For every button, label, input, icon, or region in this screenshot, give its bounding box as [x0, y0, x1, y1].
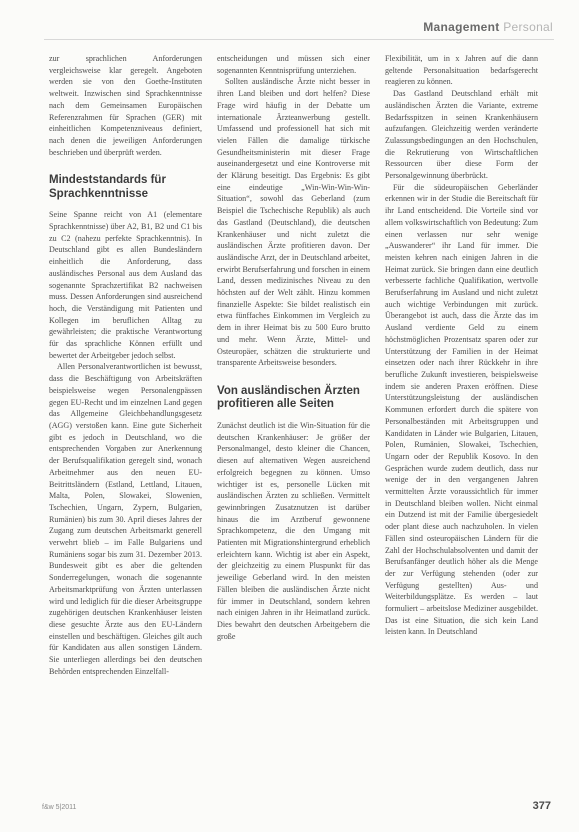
running-header: [423, 20, 553, 34]
paragraph: Flexibilität, um in x Jahren auf die dann geltende Personalsituation bedarfsgerecht reagieren zu können.: [385, 54, 538, 87]
paragraph: Allen Personalverantwortlichen ist bewusst, dass die Beschäftigung von Arbeitskräften beispielsweise wegen Personalengpässen gegen EU-Recht und im einzelnen Land gegen das Allgemeine Gleichbehandlungsgesetz (AGG) verstoßen kann. Eine gute Sicherheit gibt es jedoch in Deutschland, wo die entsprechenden Vorgaben zur Anerkennung der Berufsqualifikation geregelt sind, wonach Arbeitnehmer aus den neuen EU-Beitrittsländern (Estland, Lettland, Litauen, Malta, Polen, Slowakei, Slowenien, Tschechien, Ungarn, Zypern, Bulgarien, Rumänien) bis zum 30. April dieses Jahres der Zugang zum deutschen Arbeitsmarkt generell verwehrt blieb – im Falle Bulgariens und Rumäniens sogar bis zum 31. Dezember 2013. Bundesweit gibt es aber die geltenden Sonderregelungen, wonach die sogenannte Arbeitsmarktprüfung von Ärzten unterlassen wird und lediglich für die dieser Arbeitsgruppe zugehörigen deutschen Krankenhäuser leisten diese gesuchte Ärzte aus den EU-Ländern einstellen und beschäftigen. Gleiches gilt auch für Kandidaten aus allen sonstigen Ländern. Sie unterliegen allerdings bei den deutschen Behörden entsprechenden Einzelfall-: [49, 362, 202, 676]
paragraph: zur sprachlichen Anforderungen vergleichsweise klar geregelt. Angeboten werden sie von den Goethe-Instituten weltweit. Inzwischen sind Sprachkenntnisse nach dem Gemeinsamen Europäischen Referenzrahmen für Sprachen (GER) mit einheitlichen Kompetenzniveaus definiert, nach denen die jeweiligen Anforderungen beschrieben und überprüft werden.: [49, 54, 202, 157]
section-heading: Von ausländischen Ärzten profitieren alle Seiten: [217, 384, 360, 411]
text-column-2: [217, 53, 370, 642]
paragraph: Zunächst deutlich ist die Win-Situation für die deutschen Krankenhäuser: Je größer der Personalmangel, desto kleiner die Chancen, diesen auf alternativen Wegen ausreichend erfolgreich begegnen zu können. Umso wichtiger ist es, personelle Lücken mit ausländischen Ärzten zu schließen. Vermittelt gewinnbringen Zusatznutzen ist darüber hinaus die im Arztberuf gewonnene Sprachkompetenz, die den Umgang mit Patienten mit Migrationshintergrund erheblich erleichtern kann. Wichtig ist aber ein Aspekt, der gleichzeitig zu einem Pluspunkt für das jeweilige Geberland wird. In den meisten Fällen bleiben die ausländischen Ärzte nicht für immer in Deutschland, sondern kehren nach einigen Jahren in ihr Heimatland zurück. Dies bewahrt den deutschen Arbeitgebern die große: [217, 420, 370, 641]
journal-footer: f&w 5|2011: [42, 804, 77, 811]
text-column-1: [49, 53, 202, 677]
header-rule: [44, 39, 554, 40]
paragraph: Für die südeuropäischen Geberländer erkennen wir in der Studie die Bereitschaft für ihr Land entscheidend. Die Vorteile sind vor allem volkswirtschaftlich von Bedeutung: Zum einen verlassen nur sehr wenige „Auswanderer“ ihr Land für immer. Die meisten kehren nach einigen Jahren in die Heimat zurück. Sie bringen dann eine deutlich verbesserte fachliche Qualifikation, wertvolle Berufserfahrung im Ausland und nicht zuletzt auch wichtige Verbindungen mit zurück. Überangebot ist auch, dass die Ärzte das im Ausland verdiente Geld zu einem höchstmöglichen Prozentsatz sparen oder zur Unterstützung der Familien in der Heimat einsetzen oder nach ihrer Rückkehr in ihre berufliche Zukunft investieren, beispielsweise indem sie anderen Praxen eröffnen. Diese Unterstützungsleistung der ausländischen Kommunen erfordert durch die spätere von Personalbeständen mit Arbeitsgruppen und Kandidaten in Länder wie Bulgarien, Litauen, Polen, Rumänien, Slowakei, Tschechien, Ungarn oder der Republik Kosovo. In den Gesprächen wurde zudem deutlich, dass nur wenige der in den vergangenen Jahren vermittelten Ärzte voraussichtlich für immer in Deutschland bleiben wollen. Nicht einmal ein Dutzend ist mit der Familie übergesiedelt oder plant diese auch nachzuholen. In vielen Fällen sind osteuropäischen Ländern für die Zahl der Hochschulabsolventen und damit der Berufsanfänger deutlich höher als die Menge der zur Verfügung stehenden (oder zur Verfügung gestellten) Aus- und Weiterbildungsplätze. Es werden – laut formuliert – arbeitslose Mediziner ausgebildet. Das ist eine Situation, die sich kein Land leisten kann. In Deutschland: [385, 182, 538, 637]
text-column-3: [385, 53, 538, 638]
paragraph: entscheidungen und müssen sich einer sogenannten Kenntnisprüfung unterziehen.: [217, 54, 370, 75]
page-number: 377: [532, 800, 551, 812]
subsection-title: Personal: [503, 20, 553, 34]
paragraph: Seine Spanne reicht von A1 (elementare Sprachkenntnisse) über A2, B1, B2 und C1 bis zu C2 (nahezu perfekte Sprachkenntnis). In Deutschland gibt es allen Bundesländern einheitlich die Anforderung, dass ausländisches Personal aus dem Ausland das sogenannte Sprachzertifikat B2 nachweisen muss. Dessen Anforderungen sind ausreichend hoch, die Verständigung mit Patienten und Kollegen im beruflichen Alltag zu gewährleisten; die praktische Verantwortung für das sprachliche Können erfüllt und bewertet der Arbeitgeber jedoch selbst.: [49, 210, 202, 360]
paragraph: Das Gastland Deutschland erhält mit ausländischen Ärzten die Variante, extreme Bedarfsspitzen in seinen Krankenhäusern aufzufangen. Gleichzeitig werden veränderte Zulassungsbedingungen an den Hochschulen, die Rekrutierung von Wirtschaftlichen Ressourcen über diese Form der Personalgewinnung überbrückt.: [385, 89, 538, 181]
section-heading: Mindeststandards für Sprachkenntnisse: [49, 174, 166, 200]
section-title: Management: [423, 20, 500, 34]
paragraph: Sollten ausländische Ärzte nicht besser in ihren Land bleiben und dort helfen? Diese Frage wird häufig in der Debatte um internationale Ärzteanwerbung gestellt. Umfassend und professionell hat sich mit vielen Fällen die damalige türkische Gesundheitsministerin mit dieser Frage auseinandergesetzt und eine Kontroverse mit der Klärung beseitigt. Das Ergebnis: Es gibt eine eindeutige „Win-Win-Win-Win-Situation“, sowohl das Geberland (zum Beispiel die Tschechische Republik) als auch das Gastland (Deutschland), die deutschen Krankenhäuser und nicht zuletzt die ausländischen Ärzte profitieren davon. Der ausländische Arzt, der in Deutschland arbeitet, erwirbt Berufserfahrung und forschen in einem Land, dessen medizinisches Niveau zu den höchsten auf der Welt zählt. Hinzu kommen finanzielle Aspekte: Sie bildet realistisch ein etwa fünffaches Einkommen im Vergleich zu dem in ihrer Heimat bis zu 500 Euro brutto und mehr. Wenn Ärzte, Mittel- und Osteuropäer, schätzen die strukturierte und transparente Arbeitsweise besonders.: [217, 77, 370, 368]
